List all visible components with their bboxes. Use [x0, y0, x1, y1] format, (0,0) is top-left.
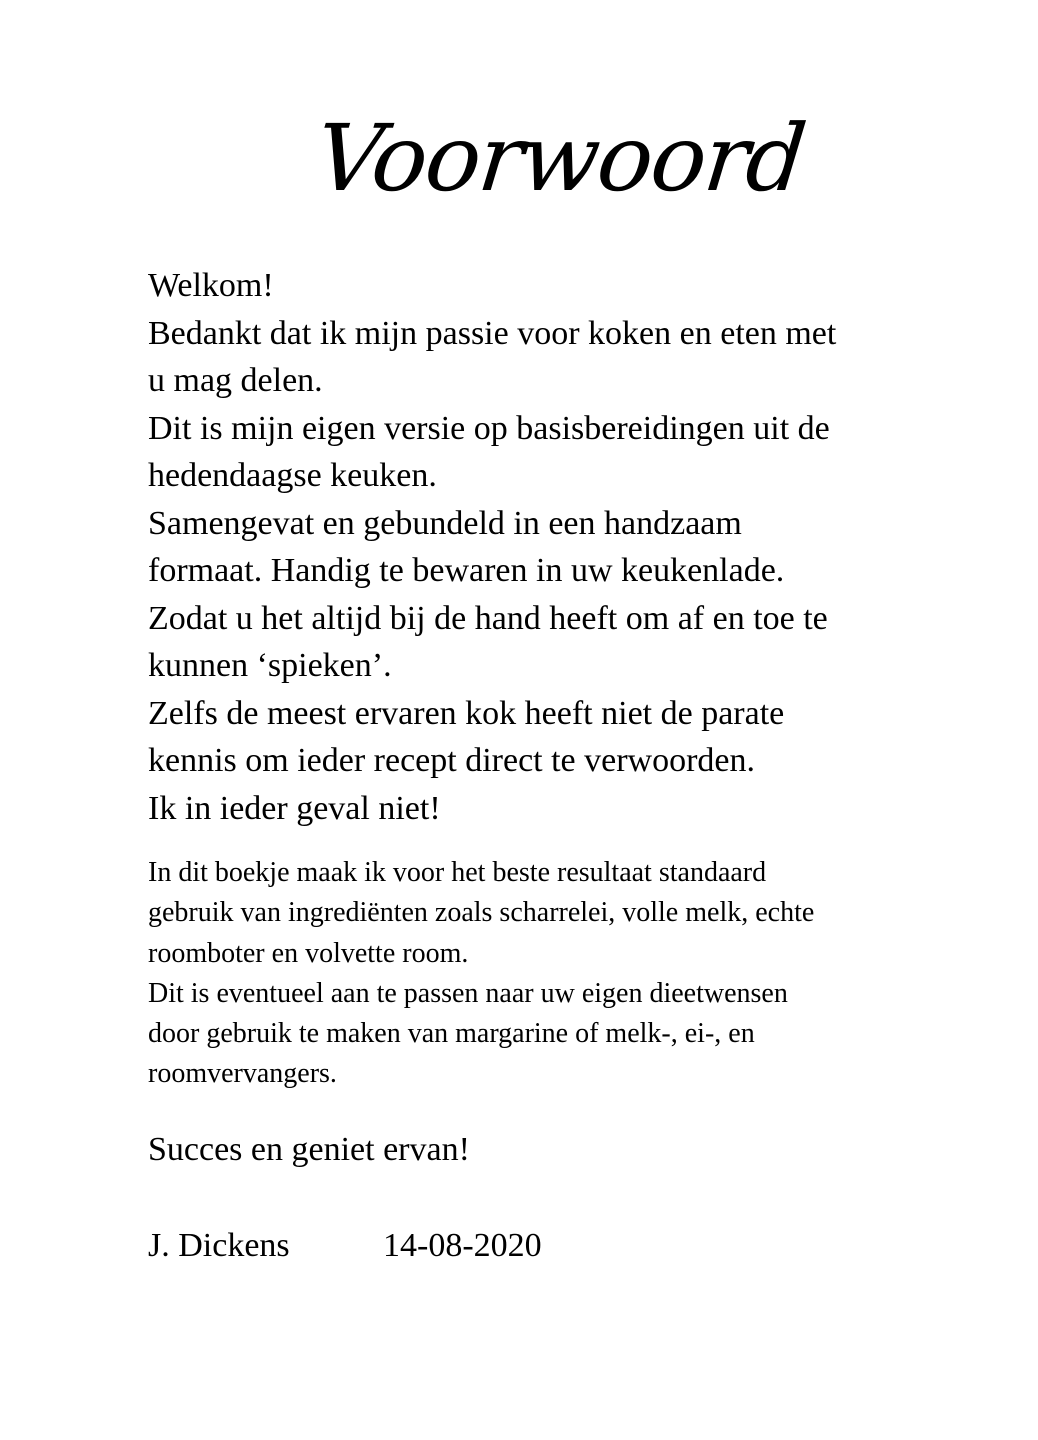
text-line: hedendaagse keuken.	[148, 457, 437, 494]
closing-line: Succes en geniet ervan!	[148, 1131, 470, 1168]
text-line: Ik in ieder geval niet!	[148, 789, 441, 827]
text-line: Welkom!	[148, 267, 274, 304]
text-line: roomboter en volvette room.	[148, 937, 469, 969]
author-name: J. Dickens	[148, 1227, 290, 1264]
text-line: kennis om ieder recept direct te verwoorden.	[148, 742, 756, 779]
page-title: Voorwoord	[310, 105, 810, 212]
text-line: Zelfs de meest ervaren kok heeft niet de parate	[148, 694, 785, 732]
text-line: kunnen ‘spieken’.	[148, 647, 392, 684]
text-line: Bedankt dat ik mijn passie voor koken en eten met	[148, 314, 837, 352]
text-line: roomvervangers.	[148, 1058, 337, 1090]
intro-paragraph	[148, 262, 836, 832]
text-line: formaat. Handig te bewaren in uw keukenlade.	[148, 552, 785, 589]
text-line: Samengevat en gebundeld in een handzaam	[148, 504, 742, 542]
text-line: Zodat u het altijd bij de hand heeft om af en toe te	[148, 599, 828, 637]
text-line: u mag delen.	[148, 362, 323, 399]
note-paragraph	[148, 853, 814, 1095]
signature-date: 14-08-2020	[383, 1227, 542, 1264]
signature-row	[0, 1222, 1038, 1270]
text-line: gebruik van ingrediënten zoals scharrelei, volle melk, echte	[148, 897, 815, 929]
text-line: In dit boekje maak ik voor het beste resultaat standaard	[148, 857, 767, 888]
text-line: door gebruik te maken van margarine of melk-, ei-, en	[148, 1018, 755, 1050]
text-line: Dit is mijn eigen versie op basisbereidingen uit de	[148, 409, 830, 447]
text-line: Dit is eventueel aan te passen naar uw eigen dieetwensen	[148, 977, 788, 1009]
